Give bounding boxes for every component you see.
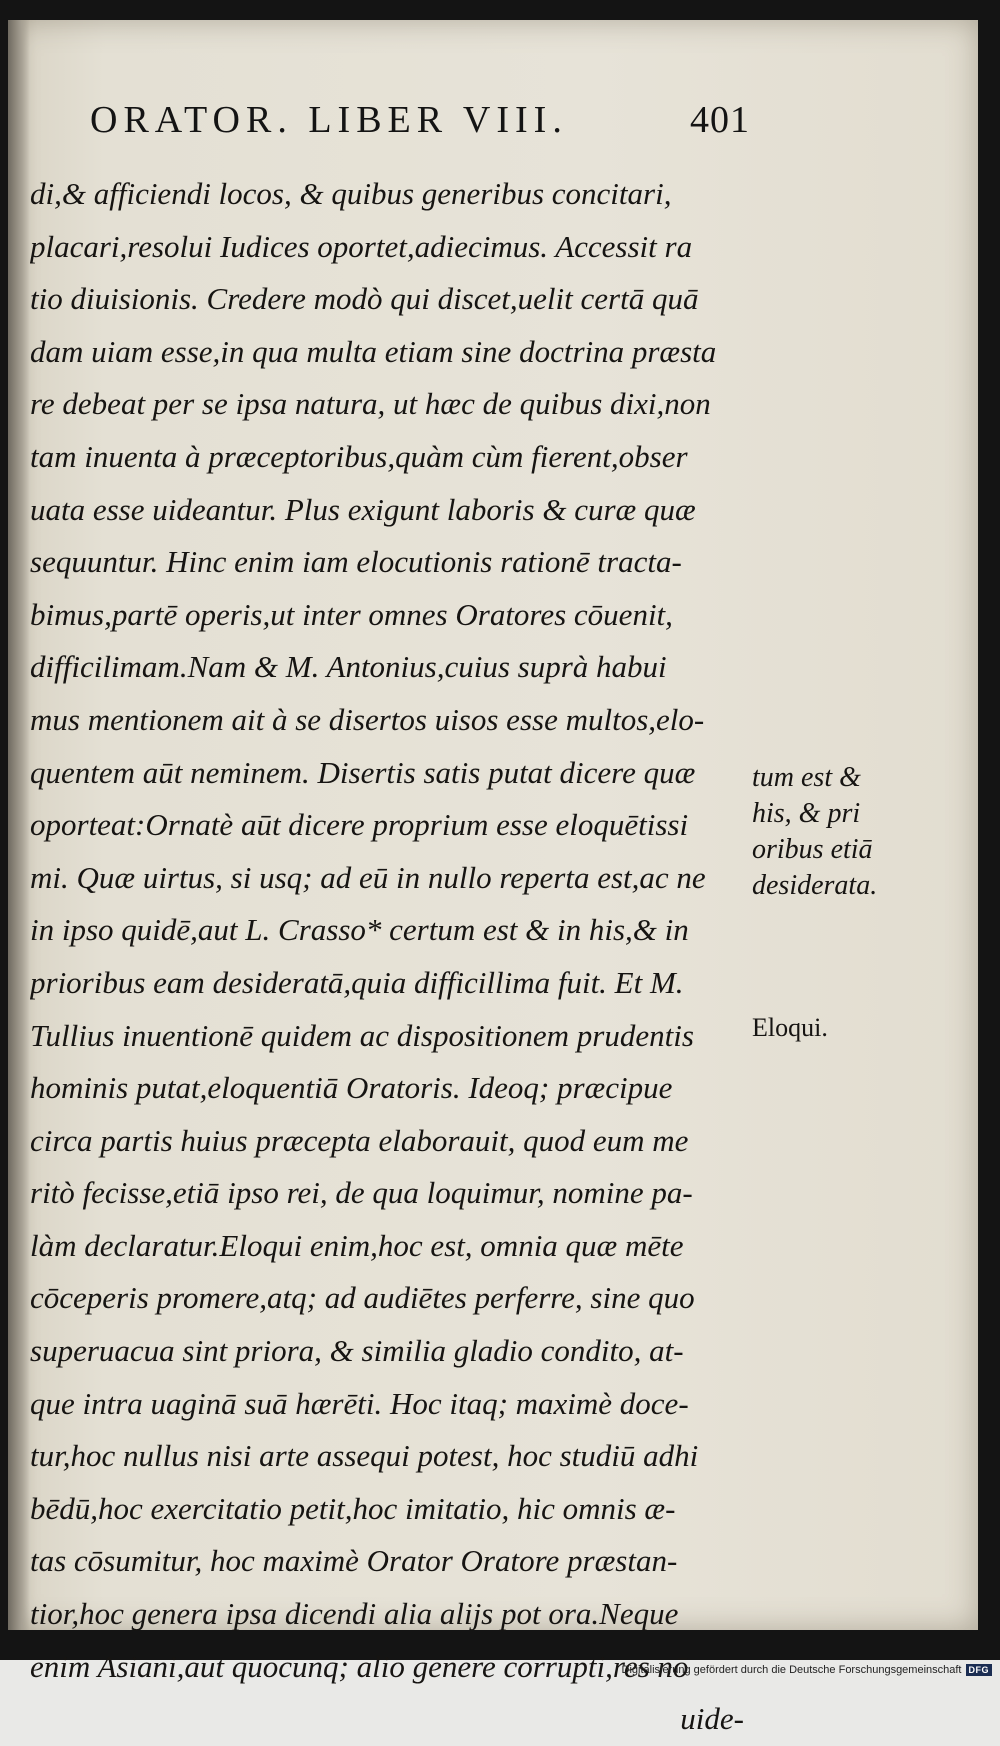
text-line: mi. Quæ uirtus, si usq; ad eū in nullo reperta est,ac ne	[30, 859, 706, 895]
catchword: uide-	[680, 1701, 744, 1737]
text-line: tur,hoc nullus nisi arte assequi potest, hoc studiū adhi	[30, 1438, 699, 1474]
margin-note	[752, 760, 877, 904]
text-line: làm declaratur.Eloqui enim,hoc est, omnia quæ mēte	[30, 1227, 684, 1263]
text-body	[30, 168, 752, 1746]
text-line: ritò fecisse,etiā ipso rei, de qua loquimur, nomine pa-	[30, 1175, 693, 1211]
text-line: bēdū,hoc exercitatio petit,hoc imitatio, hic omnis æ-	[30, 1490, 676, 1526]
text-line: superuacua sint priora, & similia gladio condito, at-	[30, 1333, 684, 1369]
digitization-credit	[622, 1662, 992, 1678]
dfg-logo: DFG	[966, 1664, 993, 1676]
text-line: oporteat:Ornatè aūt dicere proprium esse eloquētissi	[30, 807, 689, 843]
text-line: in ipso quidē,aut L. Crasso* certum est & in his,& in	[30, 912, 689, 948]
margin-note-line: tum est &	[752, 762, 861, 793]
text-line: mus mentionem ait à se disertos uisos esse multos,elo-	[30, 701, 705, 737]
margin-note: Eloqui.	[752, 1013, 828, 1042]
page-number: 401	[690, 99, 750, 141]
text-line: hominis putat,eloquentiā Oratoris. Ideoq; præcipue	[30, 1070, 673, 1106]
text-line: bimus,partē operis,ut inter omnes Oratores cōuenit,	[30, 596, 673, 632]
text-line: tio diuisionis. Credere modò qui discet,uelit certā quā	[30, 281, 699, 317]
text-line: Tullius inuentionē quidem ac dispositionem prudentis	[30, 1017, 694, 1053]
text-line: difficilimam.Nam & M. Antonius,cuius suprà habui	[30, 649, 667, 685]
text-line: cōceperis promere,atq; ad audiētes perferre, sine quo	[30, 1280, 695, 1316]
margin-note-line: desiderata.	[752, 870, 878, 901]
text-line: quentem aūt neminem. Disertis satis putat dicere quæ	[30, 754, 696, 790]
text-line: prioribus eam desideratā,quia difficillima fuit. Et M.	[30, 964, 684, 1000]
text-line: re debeat per se ipsa natura, ut hæc de quibus dixi,non	[30, 386, 711, 422]
text-line: tam inuenta à præceptoribus,quàm cùm fierent,obser	[30, 438, 688, 474]
text-line: enim Asiani,aut quocunq; alio genere corrupti,res nō	[30, 1648, 689, 1684]
margin-note-line: his, & pri	[752, 798, 861, 829]
margin-note-line: oribus etiā	[752, 834, 873, 865]
text-line: uata esse uideantur. Plus exigunt laboris & curæ quæ	[30, 491, 696, 527]
page-gutter	[8, 20, 30, 1630]
credit-text: Digitalisierung gefördert durch die Deutsche Forschungsgemeinschaft	[621, 1664, 962, 1676]
text-line: dam uiam esse,in qua multa etiam sine doctrina præsta	[30, 333, 717, 369]
text-line: placari,resolui Iudices oportet,adiecimus. Accessit ra	[30, 228, 693, 264]
text-line: circa partis huius præcepta elaborauit, quod eum me	[30, 1122, 689, 1158]
text-line: di,& afficiendi locos, & quibus generibus concitari,	[30, 176, 672, 211]
running-head	[90, 98, 750, 154]
text-line: que intra uaginā suā hærēti. Hoc itaq; maximè doce-	[30, 1385, 689, 1421]
text-line: sequuntur. Hinc enim iam elocutionis rationē tracta-	[30, 544, 682, 580]
text-line: tas cōsumitur, hoc maximè Orator Oratore præstan-	[30, 1543, 678, 1579]
running-title: ORATOR. LIBER VIII.	[90, 99, 568, 141]
text-line: tior,hoc genera ipsa dicendi alia alijs pot ora.Neque	[30, 1596, 679, 1632]
